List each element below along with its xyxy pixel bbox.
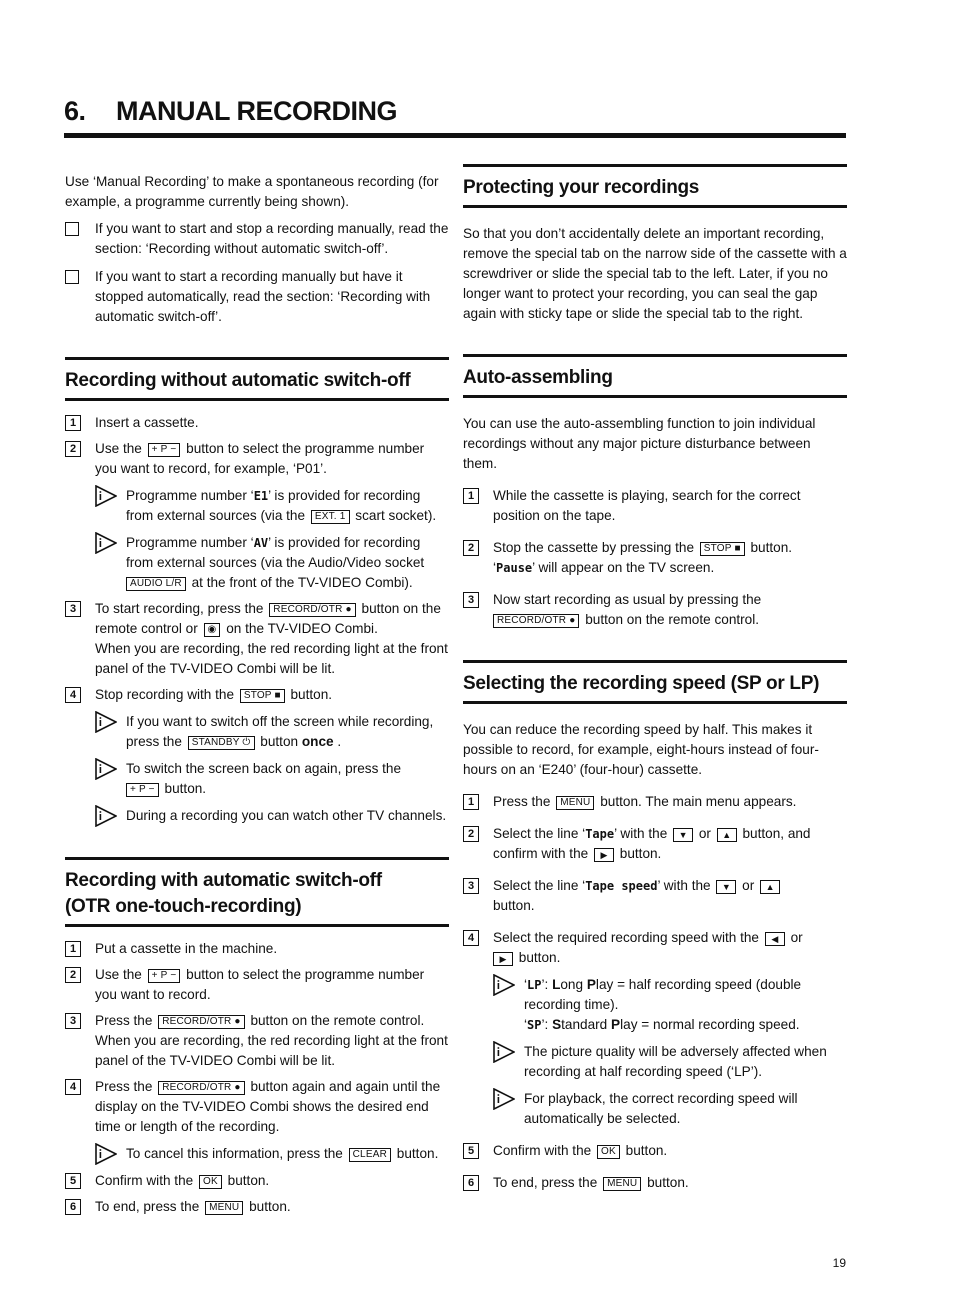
chapter-title: MANUAL RECORDING [116,96,397,126]
step [65,965,449,1005]
section-heading-with: Recording with automatic switch-off (OTR one-touch-recording) [65,857,449,927]
stop-key: STOP ■ [240,689,285,703]
step [65,1197,449,1217]
step-text: Stop the cassette by pressing the STOP ■ button. ‘Pause’ will appear on the TV screen. [493,540,793,575]
step-text: While the cassette is playing, search for the correct position on the tape. [493,488,801,523]
step-number: 2 [65,441,81,457]
step-text: Select the required recording speed with the ◀ or ▶ button. [493,930,803,965]
section-heading-auto: Auto-assembling [463,354,847,398]
intro-option [65,267,449,327]
step-text: Put a cassette in the machine. [95,941,278,956]
section-heading-protect: Protecting your recordings [463,164,847,208]
step [463,486,847,526]
step-text: Use the + P − button to select the programme number you want to record, for example, ‘P01’. [95,441,425,476]
step-number: 3 [463,878,479,894]
step [65,1011,449,1071]
step-number: 1 [65,415,81,431]
step-number: 4 [65,687,81,703]
step-text: To start recording, press the RECORD/OTR ● button on the remote control or ◉ on the TV-VIDEO Combi. When you are recording, the red recording light at the front panel of the TV-VIDEO Combi will be lit. [95,601,448,676]
info-note [65,712,449,752]
step [65,685,449,705]
step-number: 1 [463,488,479,504]
down-arrow-key: ▼ [716,880,736,894]
menu-key: MENU [603,1177,641,1191]
up-arrow-key: ▲ [760,880,780,894]
step [65,439,449,479]
info-note [463,1042,847,1082]
info-note [463,975,847,1035]
intro-option [65,219,449,259]
step [65,413,449,433]
right-arrow-key: ▶ [594,848,614,862]
menu-key: MENU [205,1201,243,1215]
info-icon [95,1143,117,1165]
info-icon [493,1088,515,1110]
down-arrow-key: ▼ [673,828,693,842]
record-key: RECORD/OTR ● [158,1081,244,1095]
step-text: Now start recording as usual by pressing the RECORD/OTR ● button on the remote control. [493,592,762,627]
step-text: Stop recording with the STOP ■ button. [95,687,333,702]
step-number: 3 [463,592,479,608]
info-icon [95,711,117,733]
auto-text: You can use the auto-assembling function to join individual recordings without any major picture disturbance between them. [463,416,816,471]
step-text: Use the + P − button to select the programme number you want to record. [95,967,425,1002]
step-text: Insert a cassette. [95,415,199,430]
up-arrow-key: ▲ [717,828,737,842]
ok-key: OK [199,1175,222,1189]
right-column [463,164,847,1193]
checkbox-icon [65,270,79,284]
standby-key: STANDBY ⏻ [188,736,255,750]
step-number: 5 [463,1143,479,1159]
note-text: ‘LP’: Long Play = half recording speed (double recording time). ‘SP’: Standard Play = normal recording speed. [524,977,802,1032]
info-icon [493,974,515,996]
step-text: Confirm with the OK button. [95,1173,270,1188]
info-note [65,806,449,827]
step [463,538,847,578]
clear-key: CLEAR [349,1148,391,1162]
record-key: RECORD/OTR ● [493,614,579,628]
note-text: To switch the screen back on again, press the + P − button. [126,761,402,796]
ok-key: OK [597,1145,620,1159]
note-text: To cancel this information, press the CLEAR button. [126,1146,439,1161]
info-icon [95,485,117,507]
step-number: 2 [463,540,479,556]
step [65,599,449,679]
record-key: RECORD/OTR ● [269,603,355,617]
step [463,792,847,812]
step [65,939,449,959]
protect-text: So that you don’t accidentally delete an important recording, remove the special tab on the narrow side of the cassette with a screwdriver or slide the special tab to the left. Later, if you no longer want to protect your recording, you can seal the gap again with sticky tape or slide the special tab to the right. [463,226,847,321]
step-number: 3 [65,601,81,617]
step-number: 4 [65,1079,81,1095]
step [463,928,847,968]
step-text: To end, press the MENU button. [493,1175,689,1190]
page-title [64,96,846,127]
step [463,876,847,916]
checkbox-icon [65,222,79,236]
step-text: Confirm with the OK button. [493,1143,668,1158]
title-rule [64,133,846,138]
info-note [65,486,449,526]
step [65,1171,449,1191]
menu-key: MENU [556,796,594,810]
note-text: Programme number ‘E1’ is provided for recording from external sources (via the EXT. 1 scart socket). [126,488,437,523]
option-text: If you want to start and stop a recording manually, read the section: ‘Recording without automatic switch-off’. [95,221,449,256]
right-arrow-key: ▶ [493,952,513,966]
step [463,1173,847,1193]
step-number: 5 [65,1173,81,1189]
record-key: RECORD/OTR ● [158,1015,244,1029]
audio-key: AUDIO L/R [126,577,186,591]
section-heading-without: Recording without automatic switch-off [65,357,449,401]
step [463,824,847,864]
note-text: During a recording you can watch other TV channels. [126,808,447,823]
stop-key: STOP ■ [700,542,745,556]
info-note [65,759,449,799]
speed-text: You can reduce the recording speed by half. This makes it possible to record, for example, eight-hours instead of four-hours on an ‘E240’ (four-hour) cassette. [463,722,819,777]
step-number: 2 [65,967,81,983]
info-note [65,1144,449,1165]
left-column [65,172,449,1217]
step-text: Select the line ‘Tape’ with the ▼ or ▲ button, and confirm with the ▶ button. [493,826,811,861]
step-text: Press the RECORD/OTR ● button again and again until the display on the TV-VIDEO Combi shows the desired end time or length of the recording. [95,1079,441,1134]
info-icon [95,805,117,827]
step-number: 3 [65,1013,81,1029]
step [463,590,847,630]
step-text: Press the RECORD/OTR ● button on the remote control. When you are recording, the red recording light at the front panel of the TV-VIDEO Combi will be lit. [95,1013,448,1068]
step-number: 4 [463,930,479,946]
chapter-number: 6. [64,96,86,126]
step-number: 6 [65,1199,81,1215]
info-note [65,533,449,593]
step-text: To end, press the MENU button. [95,1199,291,1214]
step-number: 6 [463,1175,479,1191]
step-number: 2 [463,826,479,842]
step-number: 1 [65,941,81,957]
note-text: The picture quality will be adversely affected when recording at half recording speed (‘LP’). [524,1044,827,1079]
prog-key: + P − [126,783,159,797]
option-text: If you want to start a recording manually but have it stopped automatically, read the section: ‘Recording with automatic switch-off’. [95,269,431,324]
step [65,1077,449,1137]
note-text: If you want to switch off the screen while recording, press the STANDBY ⏻ button once . [126,714,434,749]
info-note [463,1089,847,1129]
step-number: 1 [463,794,479,810]
note-text: For playback, the correct recording speed will automatically be selected. [524,1091,798,1126]
left-arrow-key: ◀ [765,932,785,946]
intro-text: Use ‘Manual Recording’ to make a spontaneous recording (for example, a programme currently being shown). [65,174,439,209]
info-icon [95,758,117,780]
note-text: Programme number ‘AV’ is provided for recording from external sources (via the Audio/Video socket AUDIO L/R at the front of the TV-VIDEO Combi). [126,535,425,590]
prog-key: + P − [148,969,181,983]
section-heading-speed: Selecting the recording speed (SP or LP) [463,660,847,704]
step-text: Select the line ‘Tape speed’ with the ▼ or ▲ button. [493,876,847,916]
record-button-key: ◉ [204,623,221,637]
info-icon [493,1041,515,1063]
step-text: Press the MENU button. The main menu appears. [493,794,797,809]
step [463,1141,847,1161]
prog-key: + P − [148,443,181,457]
page-number: 19 [832,1256,846,1270]
ext1-key: EXT. 1 [311,510,350,524]
info-icon [95,532,117,554]
